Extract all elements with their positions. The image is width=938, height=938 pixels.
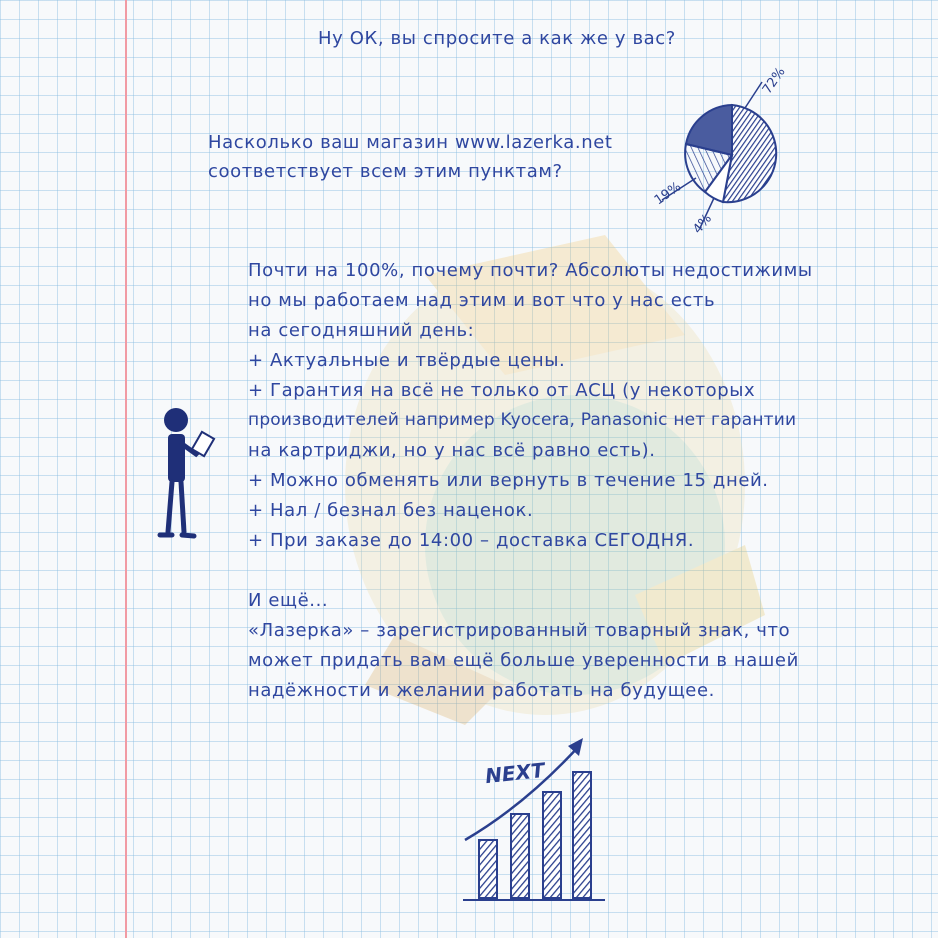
answer-line-1: Почти на 100%, почему почти? Абсолюты недостижимы <box>248 260 813 281</box>
pie-label-4: 4% <box>690 211 716 237</box>
pie-chart-sketch <box>650 60 800 240</box>
growth-chart-sketch <box>455 730 615 905</box>
question-line-2: соответствует всем этим пунктам? <box>208 161 563 182</box>
question-line-1: Насколько ваш магазин www.lazerka.net <box>208 132 613 153</box>
answer-line-3: на сегодняшний день: <box>248 320 475 341</box>
answer-line-4: + Актуальные и твёрдые цены. <box>248 350 566 371</box>
answer-line-8: + Можно обменять или вернуть в течение 15 дней. <box>248 470 769 491</box>
also-line-1: И ещё... <box>248 590 329 611</box>
growth-bar-2 <box>511 814 529 898</box>
store-question <box>208 128 613 186</box>
pie-label-72: 72% <box>759 64 789 98</box>
answer-line-2: но мы работаем над этим и вот что у нас есть <box>248 290 716 311</box>
also-line-2: «Лазерка» – зарегистрированный товарный знак, что <box>248 620 791 641</box>
growth-bar-4 <box>573 772 591 898</box>
also-line-4: надёжности и желании работать на будущее. <box>248 680 715 701</box>
answer-line-7: на картриджи, но у нас всё равно есть). <box>248 440 656 461</box>
growth-label: NEXT <box>484 757 546 789</box>
growth-bar-1 <box>479 840 497 898</box>
person-with-tablet-icon <box>152 402 222 547</box>
pie-label-19: 19% <box>651 179 685 209</box>
growth-bar-3 <box>543 792 561 898</box>
page-heading: Ну ОК, вы спросите а как же у вас? <box>318 28 676 49</box>
notebook-margin-line <box>125 0 127 938</box>
answer-line-5: + Гарантия на всё не только от АСЦ (у некоторых <box>248 380 756 401</box>
answer-line-9: + Нал / безнал без наценок. <box>248 500 534 521</box>
also-line-3: может придать вам ещё больше уверенности в нашей <box>248 650 799 671</box>
answer-line-10: + При заказе до 14:00 – доставка СЕГОДНЯ. <box>248 530 695 551</box>
answer-line-6: производителей например Kyocera, Panasonic нет гарантии <box>248 410 797 430</box>
